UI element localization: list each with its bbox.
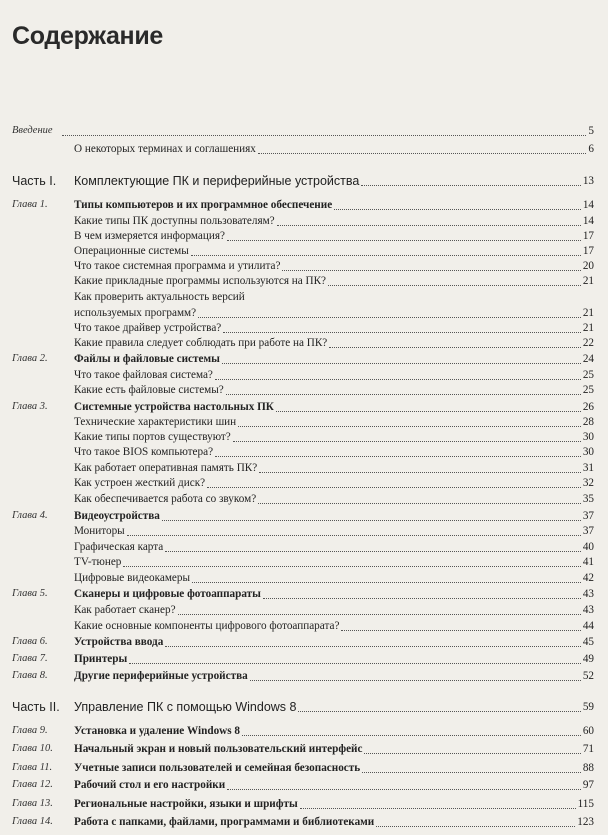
entry-title: Управление ПК с помощью Windows 8 [74,700,297,714]
entry-title: Мониторы [74,525,125,537]
toc-entry[interactable] [74,813,594,831]
dot-leader [238,426,581,427]
dot-leader [258,153,587,154]
entry-title: Какие типы ПК доступны пользователям? [74,215,275,227]
dot-leader [361,185,580,186]
entry-title: Другие периферийные устройства [74,670,248,682]
chapter-label: Введение [12,125,53,136]
dot-leader [165,646,581,647]
chapter-label: Глава 3. [12,401,48,412]
page-number: 5 [588,125,594,137]
page-number: 31 [582,462,594,474]
dot-leader [242,735,581,736]
dot-leader [263,598,581,599]
toc-entry[interactable] [74,172,594,190]
entry-title: Типы компьютеров и их программное обеспечение [74,199,333,211]
page-number: 71 [582,743,594,755]
dot-leader [127,535,581,536]
entry-title: Работа с папками, файлами, программами и библиотеками [74,816,375,828]
chapter-label: Глава 1. [12,199,48,210]
entry-title: Принтеры [74,653,128,665]
toc-chapter-row [0,667,608,685]
page-number: 44 [582,620,594,632]
page-number: 21 [582,307,594,319]
page-number: 37 [582,510,594,522]
dot-leader [250,680,581,681]
page-number: 49 [582,653,594,665]
page-number: 17 [582,230,594,242]
entry-title: Как проверить актуальность версий [74,291,245,303]
entry-title: В чем измеряется информация? [74,230,225,242]
chapter-label: Глава 10. [12,743,53,754]
toc-row [0,381,608,399]
entry-title: Что такое драйвер устройства? [74,322,222,334]
page-number: 24 [582,353,594,365]
entry-title: Какие прикладные программы используются на ПК? [74,275,327,287]
page-number: 17 [582,245,594,257]
page-number: 30 [582,446,594,458]
page-number: 42 [582,572,594,584]
entry-title: Как работает оперативная память ПК? [74,462,258,474]
page-number: 52 [582,670,594,682]
entry-title: Цифровые видеокамеры [74,572,190,584]
page-number: 6 [588,143,594,155]
entry-title: Технические характеристики шин [74,416,237,428]
page-number: 21 [582,275,594,287]
entry-title: Файлы и файловые системы [74,353,220,365]
page-number: 25 [582,369,594,381]
toc-entry[interactable] [74,698,594,716]
entry-title: Рабочий стол и его настройки [74,779,226,791]
dot-leader [276,411,581,412]
page-number: 28 [582,416,594,428]
dot-leader [215,456,581,457]
entry-title: Какие есть файловые системы? [74,384,224,396]
dot-leader [227,240,581,241]
toc-entry[interactable] [74,759,594,777]
page-number: 13 [582,175,594,187]
toc-row [0,122,608,140]
page-number: 21 [582,322,594,334]
chapter-label: Глава 8. [12,670,48,681]
entry-title: Какие типы портов существуют? [74,431,231,443]
toc-part-row [0,698,608,716]
chapter-label: Глава 5. [12,588,48,599]
dot-leader [334,209,581,210]
page-number: 25 [582,384,594,396]
dot-leader [62,135,586,136]
dot-leader [328,285,581,286]
toc-entry[interactable] [74,795,594,813]
dot-leader [282,270,580,271]
page-number: 14 [582,199,594,211]
toc-entry[interactable] [74,667,594,685]
dot-leader [298,711,580,712]
entry-title: Какие правила следует соблюдать при работе на ПК? [74,337,328,349]
chapter-label: Глава 12. [12,779,53,790]
dot-leader [226,394,581,395]
page-number: 43 [582,588,594,600]
dot-leader [191,255,581,256]
toc-chapter-row [0,740,608,758]
dot-leader [192,582,581,583]
entry-title: Что такое BIOS компьютера? [74,446,214,458]
toc-entry[interactable] [74,490,594,508]
page-number: 26 [582,401,594,413]
toc-chapter-row [0,722,608,740]
dot-leader [222,363,581,364]
page-number: 60 [582,725,594,737]
dot-leader [376,826,575,827]
toc-part-row [0,172,608,190]
dot-leader [258,503,581,504]
toc-entry[interactable] [74,650,594,668]
entry-title: Сканеры и цифровые фотоаппараты [74,588,261,600]
dot-leader [300,808,576,809]
page-title: Содержание [12,22,164,50]
page-number: 14 [582,215,594,227]
toc-row [0,490,608,508]
dot-leader [215,379,581,380]
chapter-label: Глава 6. [12,636,48,647]
chapter-label: Глава 9. [12,725,48,736]
entry-title: Какие основные компоненты цифрового фотоаппарата? [74,620,340,632]
part-label: Часть II. [12,700,60,714]
entry-title: Что такое файловая система? [74,369,213,381]
page-number: 22 [582,337,594,349]
entry-title: Операционные системы [74,245,189,257]
dot-leader [227,789,581,790]
entry-title: Как устроен жесткий диск? [74,477,206,489]
page-number: 97 [582,779,594,791]
dot-leader [165,551,581,552]
toc-entry[interactable] [74,381,594,399]
dot-leader [178,614,581,615]
entry-title: Что такое системная программа и утилита? [74,260,281,272]
chapter-label: Глава 2. [12,353,48,364]
dot-leader [259,472,581,473]
page-number: 40 [582,541,594,553]
page-number: 43 [582,604,594,616]
toc-entry[interactable] [74,140,594,158]
dot-leader [364,753,580,754]
entry-title: Учетные записи пользователей и семейная безопасность [74,762,361,774]
dot-leader [162,520,581,521]
page-number: 45 [582,636,594,648]
page-number: 88 [582,762,594,774]
page-number: 37 [582,525,594,537]
page-number: 59 [582,701,594,713]
page-number: 35 [582,493,594,505]
toc-entry[interactable] [74,722,594,740]
chapter-label: Глава 13. [12,798,53,809]
chapter-label: Глава 7. [12,653,48,664]
dot-leader [223,332,581,333]
toc-chapter-row [0,633,608,651]
toc-chapter-row [0,776,608,794]
toc-row [0,140,608,158]
dot-leader [362,772,581,773]
entry-title: Устройства ввода [74,636,164,648]
entry-title: Как работает сканер? [74,604,176,616]
chapter-label: Глава 14. [12,816,53,827]
chapter-label: Глава 11. [12,762,53,773]
page-number: 41 [582,556,594,568]
toc-entry[interactable] [74,776,594,794]
entry-title: О некоторых терминах и соглашениях [74,143,256,155]
entry-title: Комплектующие ПК и периферийные устройства [74,174,360,188]
page-number: 32 [582,477,594,489]
entry-title: Системные устройства настольных ПК [74,401,274,413]
toc-entry[interactable] [74,633,594,651]
dot-leader [277,225,581,226]
dot-leader [123,566,580,567]
page-number: 20 [582,260,594,272]
dot-leader [207,487,581,488]
dot-leader [341,630,580,631]
page-number: 115 [577,798,594,810]
dot-leader [233,441,581,442]
entry-title: Региональные настройки, языки и шрифты [74,798,298,810]
toc-chapter-row [0,650,608,668]
toc-chapter-row [0,795,608,813]
toc-entry[interactable] [74,740,594,758]
page-number: 30 [582,431,594,443]
entry-title: Начальный экран и новый пользовательский интерфейс [74,743,363,755]
chapter-label: Глава 4. [12,510,48,521]
entry-title: используемых программ? [74,307,197,319]
toc-entry[interactable] [60,122,594,140]
entry-title: Установка и удаление Windows 8 [74,725,240,737]
dot-leader [129,663,581,664]
dot-leader [329,347,581,348]
entry-title: TV-тюнер [74,556,122,568]
part-label: Часть I. [12,174,57,188]
dot-leader [198,317,581,318]
entry-title: Как обеспечивается работа со звуком? [74,493,257,505]
entry-title: Видеоустройства [74,510,160,522]
toc-chapter-row [0,813,608,831]
entry-title: Графическая карта [74,541,164,553]
page-number: 123 [577,816,594,828]
toc-chapter-row [0,759,608,777]
